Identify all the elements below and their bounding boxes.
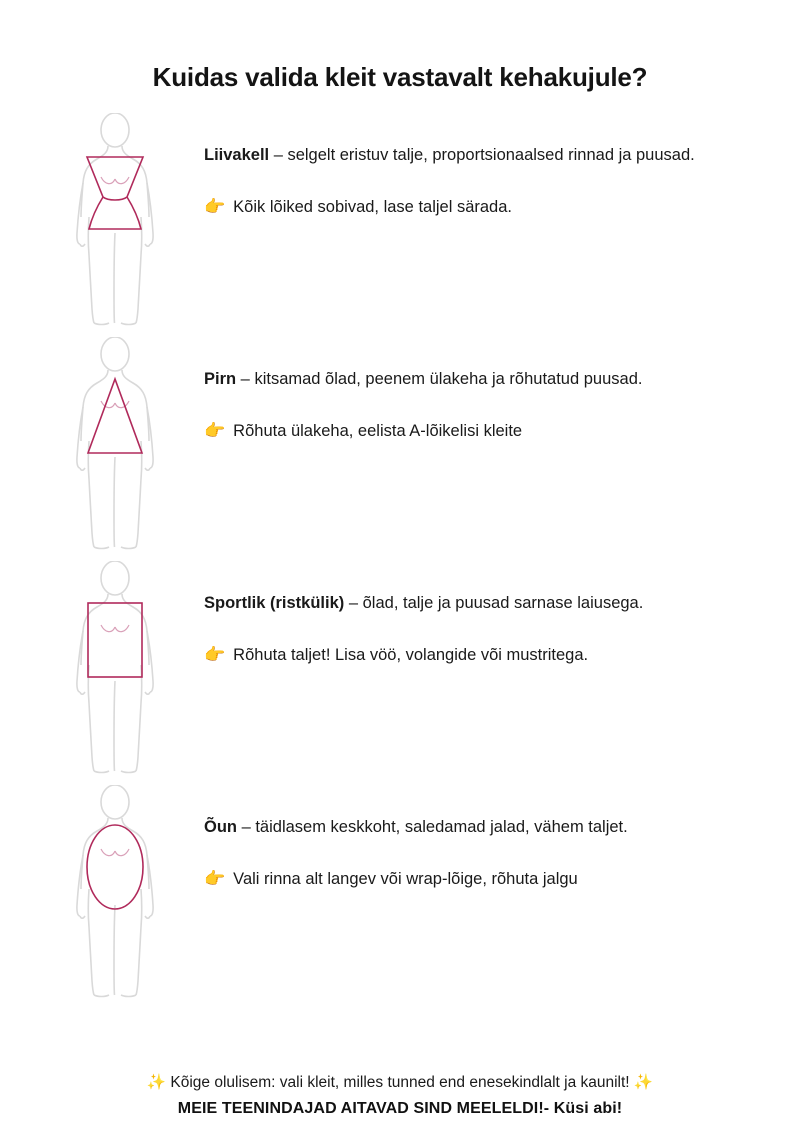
shape-name-sportlik: Sportlik (ristkülik): [204, 594, 345, 612]
hourglass-body-figure: [60, 113, 170, 328]
tip-liivakell: [204, 195, 760, 220]
tip-oun: [204, 867, 760, 892]
tip-sportlik: [204, 643, 760, 668]
desc-pirn: [204, 367, 744, 393]
sparkle-icon-left: ✨: [146, 1074, 167, 1091]
shape-name-pirn: Pirn: [204, 370, 237, 388]
figure-pirn: [40, 333, 190, 552]
figure-sportlik: [40, 557, 190, 776]
tip-text-pirn: Rõhuta ülakeha, eelista A-lõikelisi kleite: [233, 421, 523, 440]
footer-note: [40, 1073, 760, 1092]
pointing-hand-icon: 👉: [204, 868, 226, 888]
desc-oun: [204, 815, 744, 841]
shape-desc-liivakell: – selgelt eristuv talje, proportsionaalsed rinnad ja puusad.: [269, 146, 695, 164]
body-shape-sections: [40, 109, 760, 1067]
text-liivakell: [190, 109, 760, 219]
shape-desc-oun: – täidlasem keskkoht, saledamad jalad, vähem taljet.: [237, 818, 628, 836]
tip-text-oun: Vali rinna alt langev või wrap-lõige, rõhuta jalgu: [233, 869, 578, 888]
figure-liivakell: [40, 109, 190, 328]
tip-text-sportlik: Rõhuta taljet! Lisa vöö, volangide või mustritega.: [233, 645, 589, 664]
pear-body-figure: [60, 337, 170, 552]
footer-cta: MEIE TEENINDAJAD AITAVAD SIND MEELELDI!- Küsi abi!: [177, 1100, 623, 1117]
shape-desc-pirn: – kitsamad õlad, peenem ülakeha ja rõhutatud puusad.: [236, 370, 643, 388]
page-title: Kuidas valida kleit vastavalt kehakujule?: [152, 62, 648, 92]
sparkle-icon-right: ✨: [633, 1074, 654, 1091]
footer-note-text: Kõige olulisem: vali kleit, milles tunned end enesekindlalt ja kaunilt!: [170, 1074, 630, 1091]
text-oun: [190, 781, 760, 891]
text-pirn: [190, 333, 760, 443]
desc-liivakell: [204, 143, 744, 169]
tip-text-liivakell: Kõik lõiked sobivad, lase taljel särada.: [233, 197, 512, 216]
pointing-hand-icon: 👉: [204, 644, 226, 664]
section-sportlik: [40, 557, 760, 781]
section-pirn: [40, 333, 760, 557]
rectangle-body-figure: [60, 561, 170, 776]
pointing-hand-icon: 👉: [204, 196, 226, 216]
pointing-hand-icon: 👉: [204, 420, 226, 440]
section-liivakell: [40, 109, 760, 333]
apple-body-figure: [60, 785, 170, 1000]
shape-desc-sportlik: – õlad, talje ja puusad sarnase laiusega.: [344, 594, 644, 612]
section-oun: [40, 781, 760, 1005]
footer: [40, 1073, 760, 1118]
tip-pirn: [204, 419, 760, 444]
shape-name-oun: Õun: [204, 818, 237, 836]
figure-oun: [40, 781, 190, 1000]
shape-name-liivakell: Liivakell: [204, 146, 270, 164]
text-sportlik: [190, 557, 760, 667]
desc-sportlik: [204, 591, 744, 617]
